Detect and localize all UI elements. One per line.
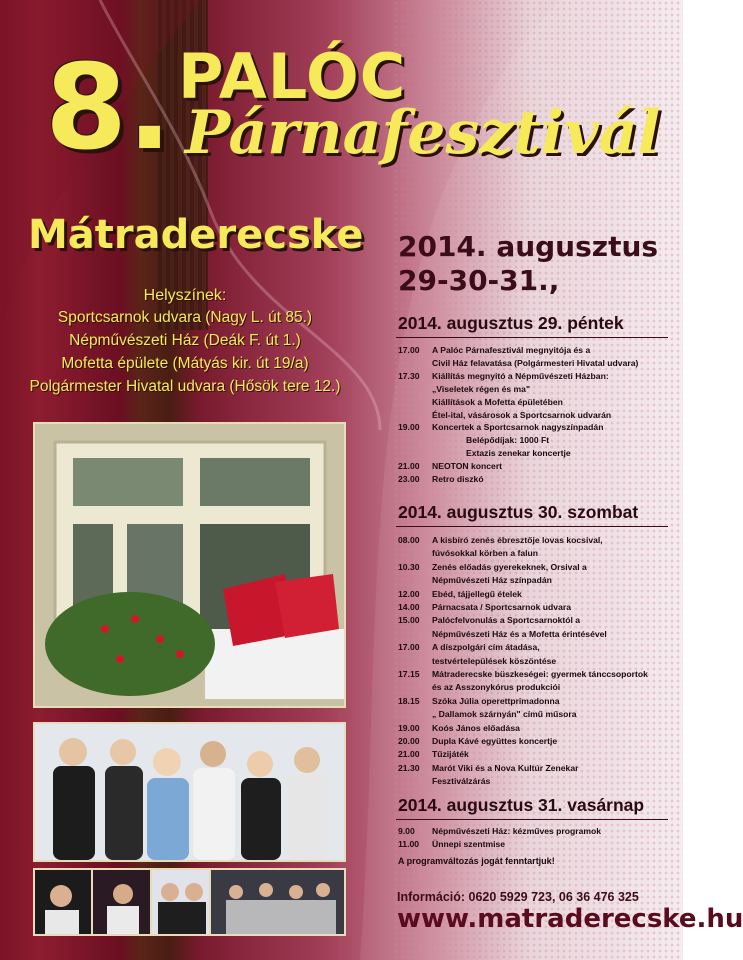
event-time: 15.00	[398, 615, 420, 626]
venue-item: Sportcsarnok udvara (Nagy L. út 85.)	[57, 309, 313, 326]
event-description: Étel-ital, vásárosok a Sportcsarnok udvarán	[432, 409, 612, 420]
festival-title-line2: Párnafesztivál	[185, 98, 661, 168]
event-time: 21.30	[398, 762, 420, 773]
event-description: Belépődíjak: 1000 Ft	[466, 435, 550, 446]
website-link[interactable]: www.matraderecske.hu	[397, 904, 743, 934]
event-description: Retro diszkó	[432, 474, 484, 484]
venue-item: Népművészeti Ház (Deák F. út 1.)	[69, 332, 301, 349]
event-time: 19.00	[398, 422, 420, 433]
day-heading-friday: 2014. augusztus 29. péntek	[398, 313, 624, 333]
event-description: Kiállítások a Mofetta épületében	[432, 396, 563, 407]
event-time: 10.30	[398, 561, 420, 572]
event-time: 11.00	[398, 839, 420, 849]
event-description: Extazis zenekar koncertje	[466, 448, 571, 459]
event-time: 23.00	[398, 474, 420, 484]
event-time: 14.00	[398, 602, 420, 612]
date-range-line2: 29-30-31.,	[398, 264, 560, 297]
event-description: Ünnepi szentmise	[432, 839, 506, 849]
event-description: A díszpolgári cím átadása,	[432, 642, 540, 653]
venue-item: Mofetta épülete (Mátyás kir. út 19/a)	[61, 355, 309, 372]
event-description: Népművészeti Ház és a Mofetta érintésével	[432, 628, 607, 639]
event-time: 17.15	[398, 669, 420, 679]
event-description: és az Asszonykórus produkciói	[432, 682, 561, 693]
day-heading-saturday: 2014. augusztus 30. szombat	[398, 502, 639, 522]
contact-info: Információ: 0620 5929 723, 06 36 476 325	[397, 890, 639, 904]
event-description: Népművészeti Ház: kézműves programok	[432, 826, 602, 836]
event-description: „Viseletek régen és ma"	[432, 383, 531, 394]
divider	[396, 337, 668, 338]
event-description: „ Dallamok szárnyán" című műsora	[432, 709, 577, 720]
event-description: A kisbíró zenés ébresztője lovas kocsival,	[432, 535, 603, 545]
divider	[396, 819, 668, 820]
event-description: Fesztiválzárás	[432, 776, 491, 787]
event-time: 17.30	[398, 370, 420, 381]
event-description: Párnacsata / Sportcsarnok udvara	[432, 602, 571, 612]
event-time: 20.00	[398, 736, 420, 746]
event-time: 17.00	[398, 345, 420, 355]
event-time: 12.00	[398, 588, 420, 599]
event-description: fúvósokkal körben a falun	[432, 548, 539, 559]
event-description: Koós János előadása	[432, 722, 520, 733]
event-description: testvértelepülések köszöntése	[432, 655, 557, 666]
event-description: Kiállítás megnyitó a Népművészeti Házban:	[432, 370, 609, 381]
event-description: Zenés előadás gyerekeknek, Orsival a	[432, 561, 587, 572]
event-description: Civil Ház felavatása (Polgármesteri Hivatal udvara)	[432, 357, 639, 368]
event-description: Népművészeti Ház színpadán	[432, 575, 552, 586]
event-description: Marót Viki és a Nova Kultúr Zenekar	[432, 762, 579, 773]
event-description: A Palóc Párnafesztivál megnyitója és a	[432, 345, 591, 355]
performer-photo	[150, 868, 214, 936]
event-time: 21.00	[398, 749, 420, 760]
window-with-pillows-photo	[33, 422, 346, 708]
nova-kultur-band-photo	[209, 868, 346, 936]
event-description: Palócfelvonulás a Sportcsarnoktól a	[432, 615, 581, 626]
venue-item: Polgármester Hivatal udvara (Hősök tere 12.)	[29, 378, 341, 395]
day-heading-sunday: 2014. augusztus 31. vasárnap	[398, 795, 645, 815]
event-time: 21.00	[398, 461, 420, 472]
event-time: 18.15	[398, 695, 420, 706]
event-time: 19.00	[398, 722, 420, 733]
venues-heading: Helyszínek:	[143, 287, 227, 304]
event-description: Szóka Júlia operettprimadonna	[432, 695, 560, 706]
festival-title-line1: PALÓC	[178, 40, 407, 113]
event-time: 17.00	[398, 642, 420, 653]
town-name: Mátraderecske	[28, 212, 364, 258]
event-description: Tűzijáték	[432, 749, 469, 760]
event-description: Koncertek a Sportcsarnok nagyszínpadán	[432, 422, 604, 433]
divider	[396, 526, 668, 527]
band-group-photo	[33, 722, 346, 862]
performer-photo	[33, 868, 97, 936]
event-description: Ebéd, tájjellegű ételek	[432, 588, 522, 599]
event-description: NEOTON koncert	[432, 461, 503, 472]
performer-photo	[91, 868, 155, 936]
program-change-notice: A programváltozás jogát fenntartjuk!	[398, 856, 555, 866]
event-time: 08.00	[398, 535, 420, 545]
event-time: 9.00	[398, 826, 415, 836]
event-description: Mátraderecske büszkeségei: gyermek tánccsoportok	[432, 669, 648, 679]
date-range-line1: 2014. augusztus	[398, 230, 659, 263]
festival-edition-number: 8.	[45, 38, 172, 176]
event-description: Dupla Kávé együttes koncertje	[432, 736, 558, 746]
